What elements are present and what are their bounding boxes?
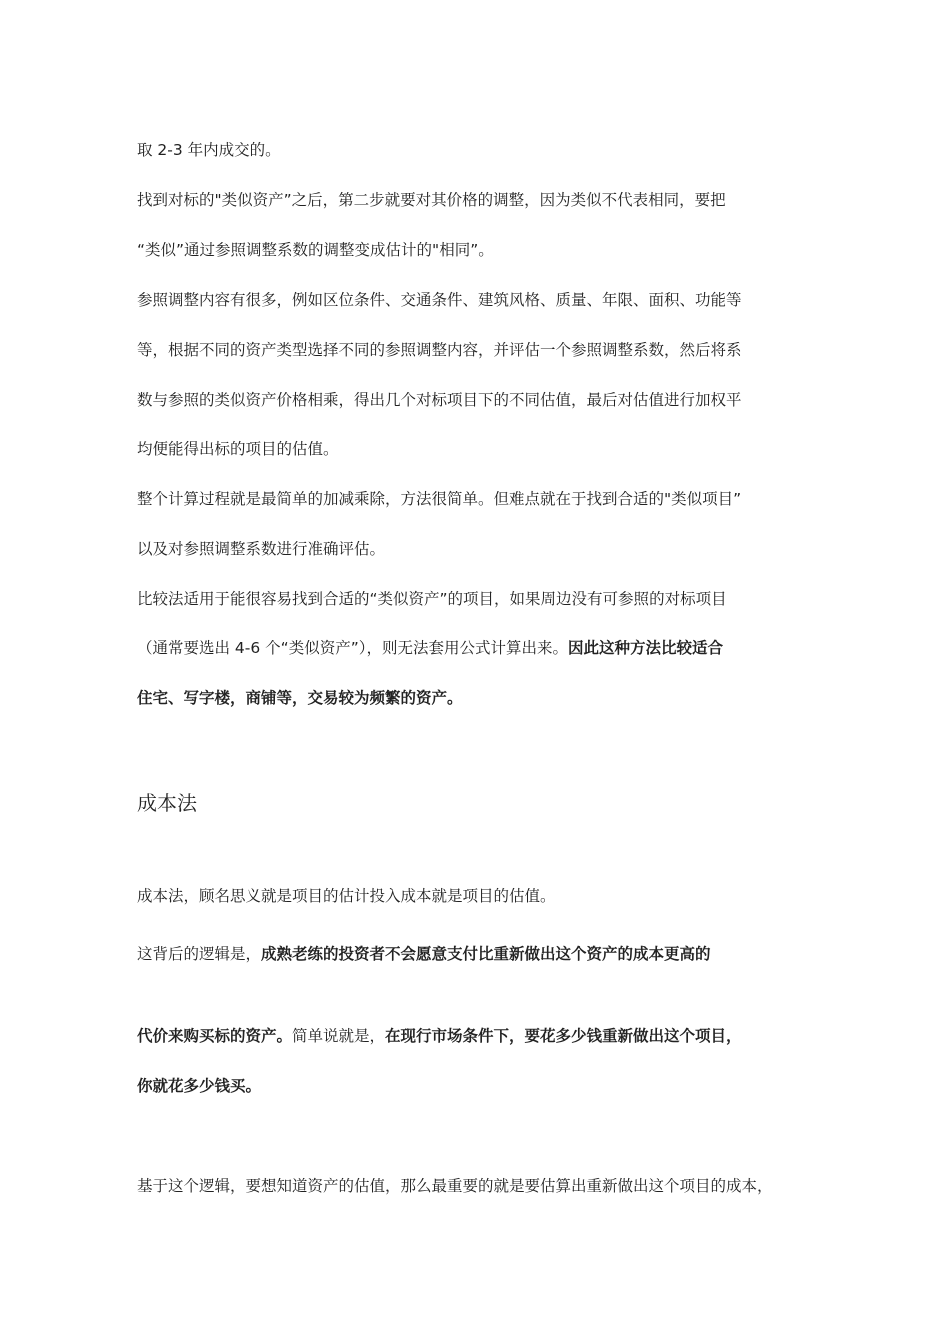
text-line: 等，根据不同的资产类型选择不同的参照调整内容，并评估一个参照调整系数，然后将系 <box>137 341 742 359</box>
text-line: 均便能得出标的项目的估值。 <box>137 440 339 458</box>
text-line: 取 2-3 年内成交的。 <box>137 141 281 159</box>
bold-text-span: 成熟老练的投资者不会愿意支付比重新做出这个资产的成本更高的 <box>261 945 711 963</box>
text-line: 比较法适用于能很容易找到合适的“类似资产”的项目，如果周边没有可参照的对标项目 <box>137 590 727 608</box>
text-line: 数与参照的类似资产价格相乘，得出几个对标项目下的不同估值，最后对估值进行加权平 <box>137 391 742 409</box>
text-span: （通常要选出 4-6 个“类似资产”），则无法套用公式计算出来。 <box>137 639 568 657</box>
text-line: “类似”通过参照调整系数的调整变成估计的"相同”。 <box>137 241 494 259</box>
bold-text-span: 住宅、写字楼，商铺等，交易较为频繁的资产。 <box>137 689 463 707</box>
section-heading: 成本法 <box>137 791 197 815</box>
bold-text-span: 你就花多少钱买。 <box>137 1077 262 1095</box>
text-span: 这背后的逻辑是， <box>137 945 262 963</box>
text-span: 简单说就是， <box>292 1027 386 1045</box>
text-line <box>137 1075 261 1097</box>
text-line: 找到对标的"类似资产”之后，第二步就要对其价格的调整，因为类似不代表相同，要把 <box>137 191 726 209</box>
text-line <box>137 943 711 965</box>
text-line: 参照调整内容有很多，例如区位条件、交通条件、建筑风格、质量、年限、面积、功能等 <box>137 291 742 309</box>
text-line: 基于这个逻辑，要想知道资产的估值，那么最重要的就是要估算出重新做出这个项目的成本， <box>137 1177 773 1195</box>
text-line: 整个计算过程就是最简单的加减乘除，方法很简单。但难点就在于找到合适的"类似项目” <box>137 490 742 508</box>
text-line <box>137 637 723 659</box>
text-line <box>137 687 463 709</box>
text-line: 成本法，顾名思义就是项目的估计投入成本就是项目的估值。 <box>137 887 556 905</box>
text-line: 以及对参照调整系数进行准确评估。 <box>137 540 386 558</box>
text-line <box>137 1025 742 1047</box>
bold-text-span: 在现行市场条件下，要花多少钱重新做出这个项目， <box>385 1027 742 1045</box>
bold-text-span: 代价来购买标的资产。 <box>137 1027 293 1045</box>
bold-text-span: 因此这种方法比较适合 <box>567 639 723 657</box>
